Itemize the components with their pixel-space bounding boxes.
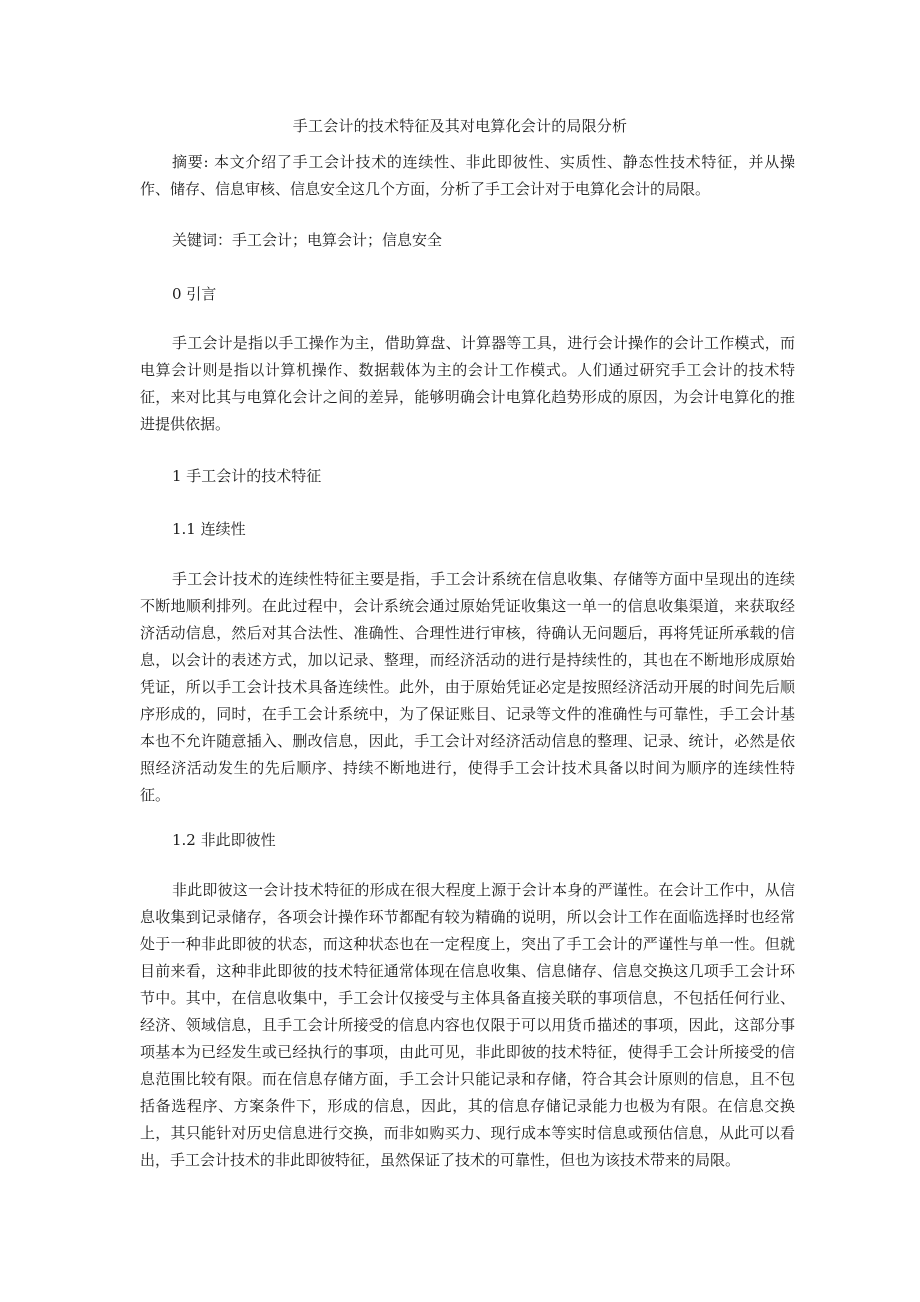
intro-paragraph: 手工会计是指以手工操作为主，借助算盘、计算器等工具，进行会计操作的会计工作模式，而电算会计则是指以计算机操作、数据载体为主的会计工作模式。人们通过研究手工会计的技术特征，来对比其与电算化会计之间的差异，能够明确会计电算化趋势形成的原因，为会计电算化的推进提供依据。 xyxy=(140,334,795,433)
section-heading-1: 1 手工会计的技术特征 xyxy=(172,467,322,485)
keywords-line: 关键词：手工会计；电算会计；信息安全 xyxy=(172,231,443,249)
section-1-1-paragraph: 手工会计技术的连续性特征主要是指，手工会计系统在信息收集、存储等方面中呈现出的连续不断地顺利排列。在此过程中，会计系统会通过原始凭证收集这一单一的信息收集渠道，来获取经济活动信息，然后对其合法性、准确性、合理性进行审核，待确认无问题后，再将凭证所承载的信息，以会计的表述方式，加以记录、整理，而经济活动的进行是持续性的，其也在不断地形成原始凭证，所以手工会计技术具备连续性。此外，由于原始凭证必定是按照经济活动开展的时间先后顺序形成的，同时，在手工会计系统中，为了保证账目、记录等文件的准确性与可靠性，手工会计基本也不允许随意插入、删改信息，因此，手工会计对经济活动信息的整理、记录、统计，必然是依照经济活动发生的先后顺序、持续不断地进行，使得手工会计技术具备以时间为顺序的连续性特征。 xyxy=(140,570,795,804)
section-heading-1-2: 1.2 非此即彼性 xyxy=(172,831,276,849)
document-title: 手工会计的技术特征及其对电算化会计的局限分析 xyxy=(292,117,628,135)
section-heading-1-1: 1.1 连续性 xyxy=(172,520,246,538)
section-heading-intro: 0 引言 xyxy=(172,285,217,303)
abstract-paragraph: 摘要: 本文介绍了手工会计技术的连续性、非此即彼性、实质性、静态性技术特征，并从操作、储存、信息审核、信息安全这几个方面，分析了手工会计对于电算化会计的局限。 xyxy=(140,153,795,198)
section-1-2-paragraph: 非此即彼这一会计技术特征的形成在很大程度上源于会计本身的严谨性。在会计工作中，从信息收集到记录储存，各项会计操作环节都配有较为精确的说明，所以会计工作在面临选择时也经常处于一种非此即彼的状态，而这种状态也在一定程度上，突出了手工会计的严谨性与单一性。但就目前来看，这种非此即彼的技术特征通常体现在信息收集、信息储存、信息交换这几项手工会计环节中。其中，在信息收集中，手工会计仅接受与主体具备直接关联的事项信息，不包括任何行业、经济、领域信息，且手工会计所接受的信息内容也仅限于可以用货币描述的事项，因此，这部分事项基本为已经发生或已经执行的事项，由此可见，非此即彼的技术特征，使得手工会计所接受的信息范围比较有限。而在信息存储方面，手工会计只能记录和存储，符合其会计原则的信息，且不包括备选程序、方案条件下，形成的信息，因此，其的信息存储记录能力也极为有限。在信息交换上，其只能针对历史信息进行交换，而非如购买力、现行成本等实时信息或预估信息，从此可以看出，手工会计技术的非此即彼特征，虽然保证了技术的可靠性，但也为该技术带来的局限。 xyxy=(140,881,795,1169)
